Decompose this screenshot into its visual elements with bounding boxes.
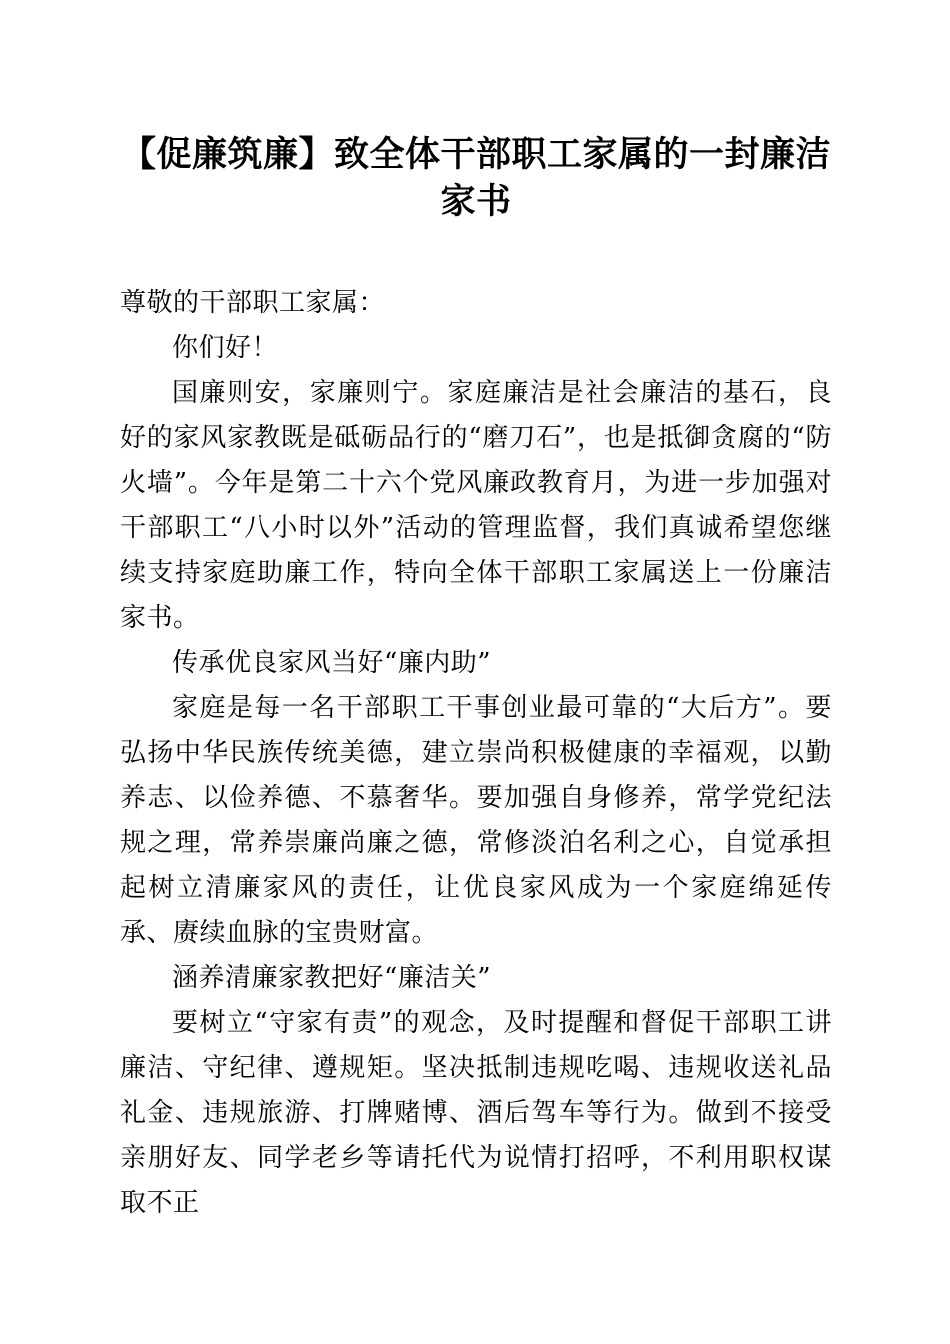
paragraph: 你们好！: [172, 333, 279, 363]
paragraph: 家庭是每一名干部职工干事创业最可靠的“大后方”。要弘扬中华民族传统美德，建立崇尚积极健康的幸福观，以勤养志、以俭养德、不慕奢华。要加强自身修养，常学党纪法规之理，常养崇廉尚廉之德，常修淡泊名利之心，自觉承担起树立清廉家风的责任，让优良家风成为一个家庭绵延传承、赓续血脉的宝贵财富。: [120, 693, 832, 948]
paragraph: 国廉则安，家廉则宁。家庭廉洁是社会廉洁的基石，良好的家风家教既是砥砺品行的“磨刀石”，也是抵御贪腐的“防火墙”。今年是第二十六个党风廉政教育月，为进一步加强对干部职工“八小时以外”活动的管理监督，我们真诚希望您继续支持家庭助廉工作，特向全体干部职工家属送上一份廉洁家书。: [120, 378, 832, 633]
document-body: [120, 281, 832, 1226]
paragraph: 涵养清廉家教把好“廉洁关”: [172, 963, 492, 993]
paragraph: 要树立“守家有责”的观念，及时提醒和督促干部职工讲廉洁、守纪律、遵规矩。坚决抵制违规吃喝、违规收送礼品礼金、违规旅游、打牌赌博、酒后驾车等行为。做到不接受亲朋好友、同学老乡等请托代为说情打招呼，不利用职权谋取不正: [120, 1008, 832, 1218]
document-title: 【促廉筑廉】致全体干部职工家属的一封廉洁家书: [120, 134, 831, 222]
paragraph: 尊敬的干部职工家属：: [120, 288, 386, 318]
paragraph: 传承优良家风当好“廉内助”: [172, 648, 492, 678]
